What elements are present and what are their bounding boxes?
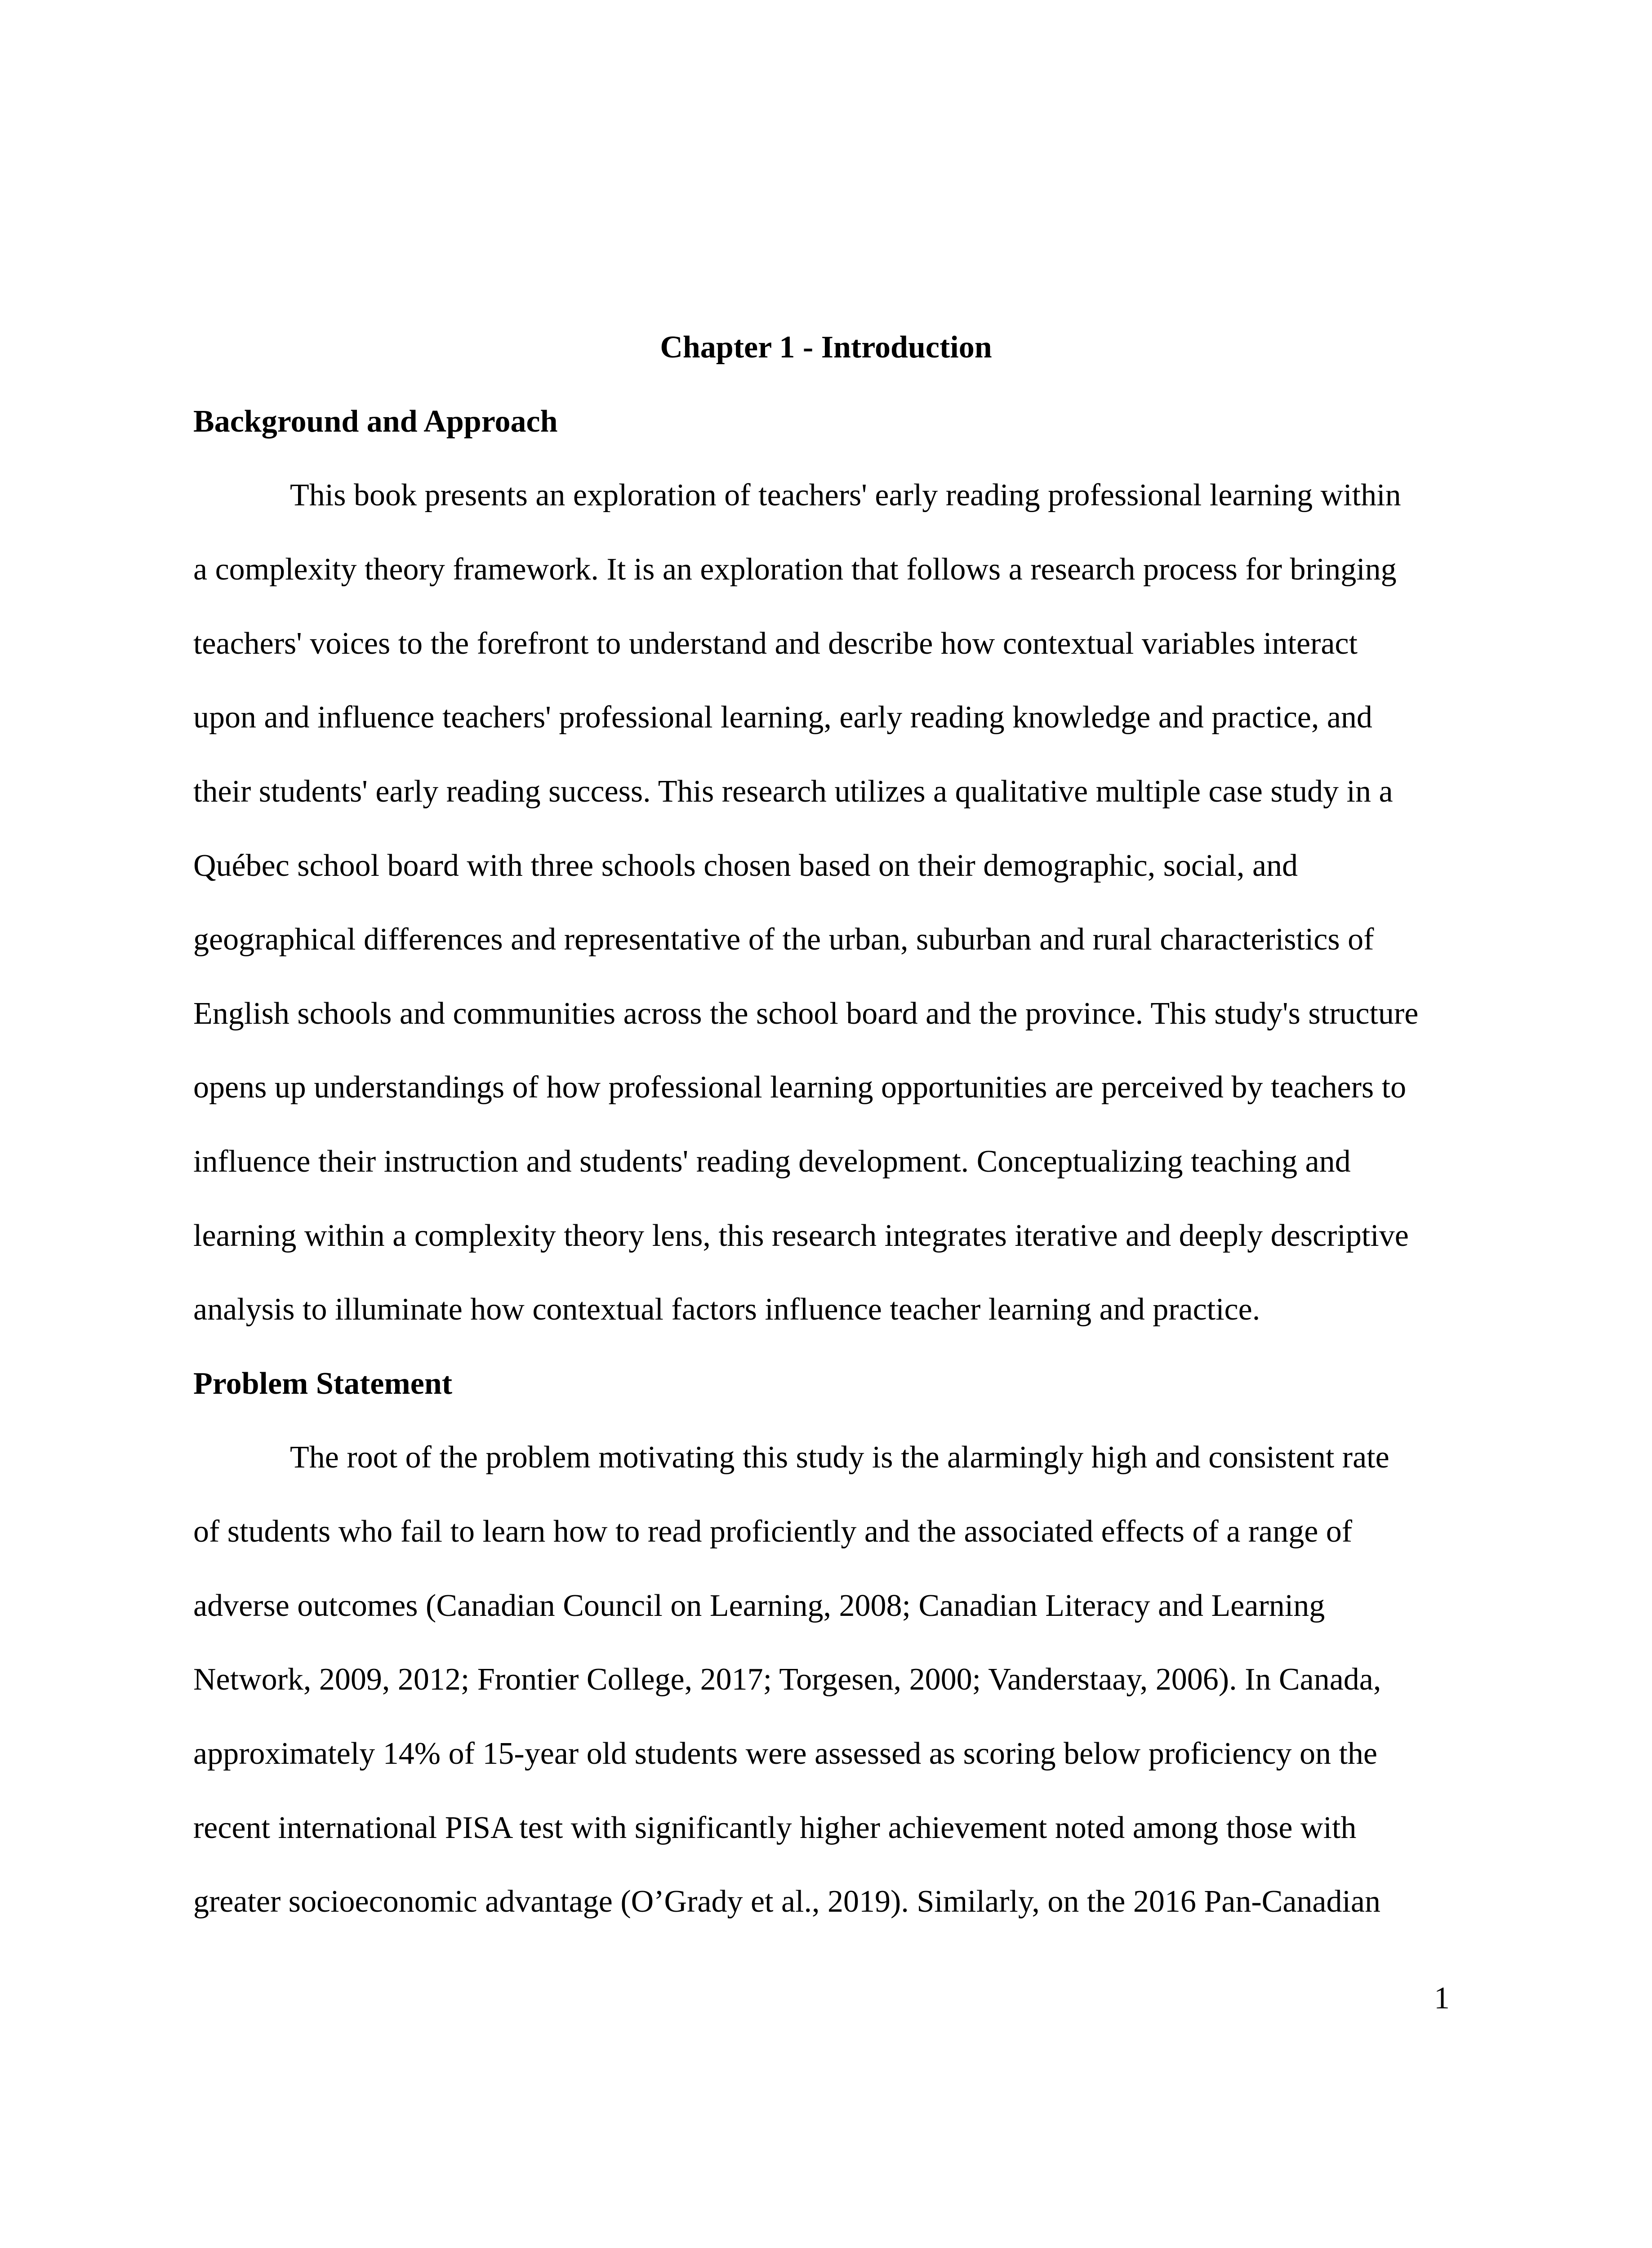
paragraph-line: of students who fail to learn how to read proficiently and the associated effects of a range of (193, 1514, 1353, 1549)
section-heading-problem-statement: Problem Statement (193, 1366, 453, 1401)
paragraph-line: adverse outcomes (Canadian Council on Learning, 2008; Canadian Literacy and Learning (193, 1588, 1325, 1623)
paragraph-line: geographical differences and representative of the urban, suburban and rural characteristics of (193, 922, 1374, 957)
paragraph-line: their students' early reading success. This research utilizes a qualitative multiple case study in a (193, 774, 1393, 809)
paragraph-line: Network, 2009, 2012; Frontier College, 2017; Torgesen, 2000; Vanderstaay, 2006). In Canada, (193, 1662, 1381, 1697)
paragraph-line: a complexity theory framework. It is an exploration that follows a research process for bringing (193, 552, 1397, 587)
paragraph-line: English schools and communities across the school board and the province. This study's structure (193, 996, 1419, 1031)
paragraph-line: upon and influence teachers' professional learning, early reading knowledge and practice, and (193, 700, 1372, 735)
paragraph-line: opens up understandings of how professional learning opportunities are perceived by teachers to (193, 1070, 1407, 1105)
paragraph-line: influence their instruction and students' reading development. Conceptualizing teaching and (193, 1144, 1351, 1179)
paragraph-line: This book presents an exploration of teachers' early reading professional learning within (290, 478, 1401, 513)
paragraph-line: The root of the problem motivating this study is the alarmingly high and consistent rate (290, 1440, 1389, 1475)
paragraph-line: learning within a complexity theory lens, this research integrates iterative and deeply descriptive (193, 1218, 1409, 1253)
paragraph-line: teachers' voices to the forefront to understand and describe how contextual variables interact (193, 626, 1358, 661)
page-number: 1 (1434, 1981, 1450, 2016)
paragraph-line: greater socioeconomic advantage (O’Grady et al., 2019). Similarly, on the 2016 Pan-Canadian (193, 1884, 1380, 1919)
chapter-title: Chapter 1 - Introduction (660, 330, 992, 365)
paragraph-line: recent international PISA test with significantly higher achievement noted among those with (193, 1811, 1357, 1845)
section-heading-background: Background and Approach (193, 404, 558, 439)
paragraph-line: Québec school board with three schools chosen based on their demographic, social, and (193, 848, 1298, 883)
paragraph-line: analysis to illuminate how contextual factors influence teacher learning and practice. (193, 1292, 1260, 1327)
paragraph-line: approximately 14% of 15-year old students were assessed as scoring below proficiency on the (193, 1736, 1377, 1771)
